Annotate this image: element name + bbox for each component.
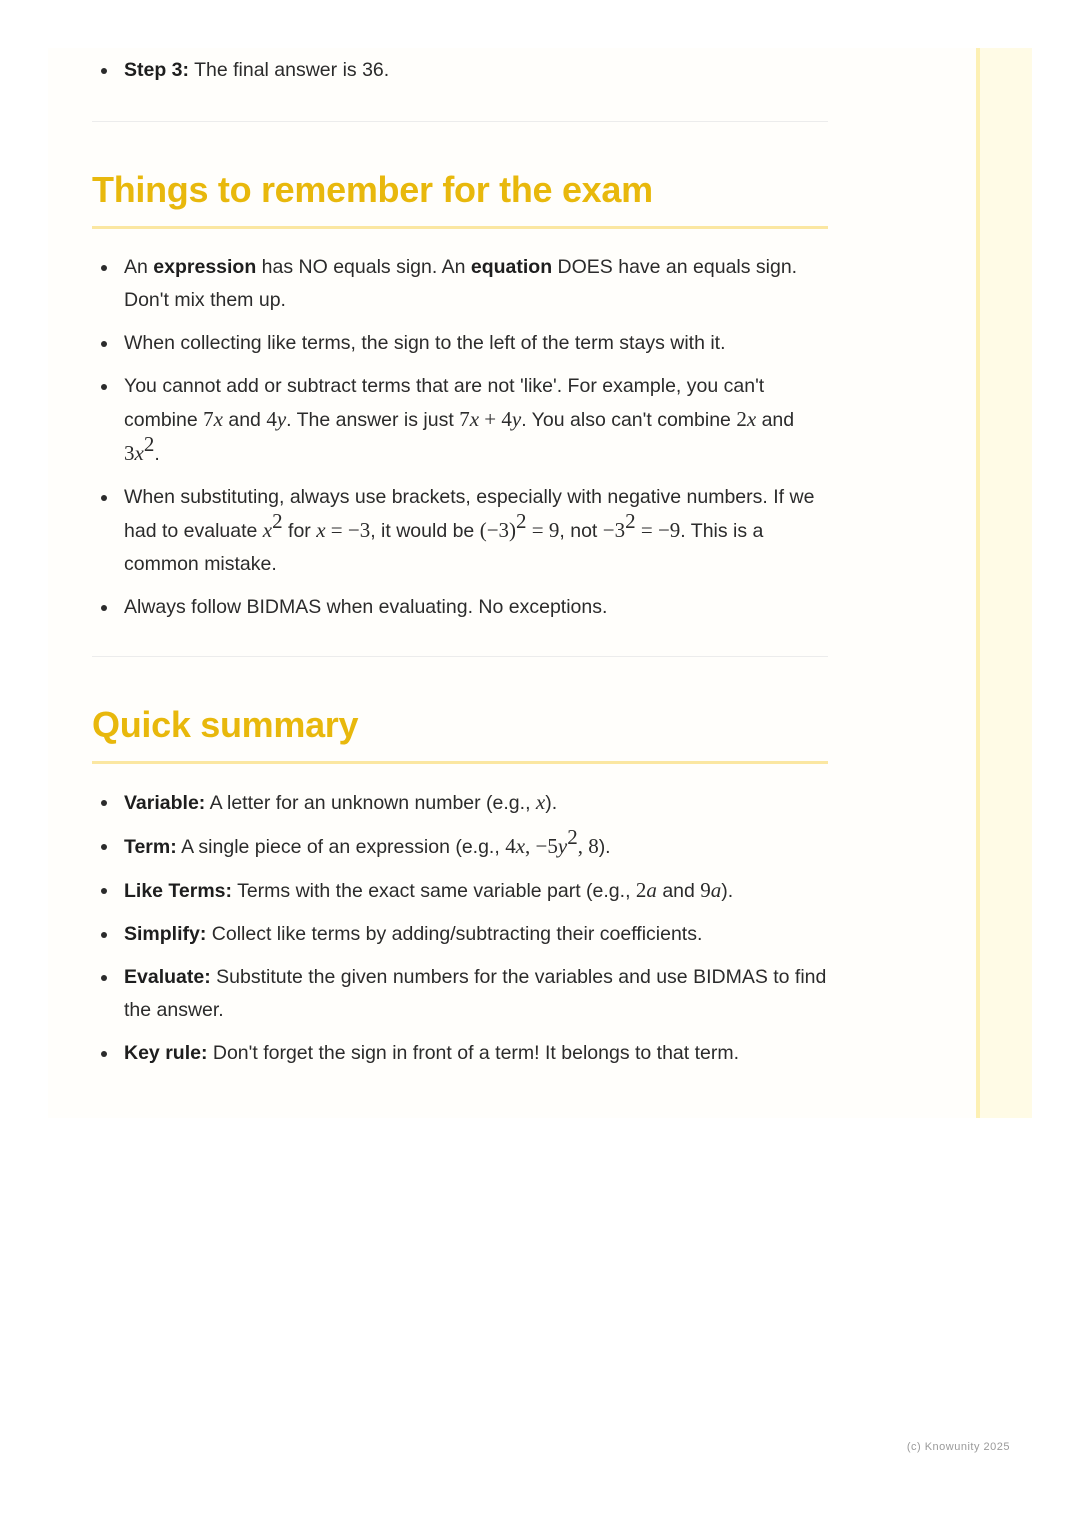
list-item: When collecting like terms, the sign to the left of the term stays with it. (92, 327, 828, 360)
step-list (92, 54, 828, 87)
list-item: Evaluate: Substitute the given numbers for the variables and use BIDMAS to find the answer. (92, 961, 828, 1027)
copyright-footer: (c) Knowunity 2025 (906, 1441, 1010, 1453)
list-item: Variable: A letter for an unknown number (e.g., x). (92, 786, 828, 820)
heading-rule (92, 226, 828, 229)
side-band (976, 48, 1032, 1118)
summary-list (92, 786, 828, 1070)
list-item: Like Terms: Terms with the exact same variable part (e.g., 2a and 9a). (92, 874, 828, 908)
list-item: Step 3: The final answer is 36. (92, 54, 828, 87)
section-heading-summary: Quick summary (92, 704, 359, 745)
list-item: An expression has NO equals sign. An equation DOES have an equals sign. Don't mix them up. (92, 251, 828, 317)
document-body (92, 48, 828, 1070)
list-item: You cannot add or subtract terms that are not 'like'. For example, you can't combine 7x and 4y. The answer is just 7x + 4y. You also can't combine 2x and $3x^2$. (92, 370, 828, 471)
list-item: Always follow BIDMAS when evaluating. No exceptions. (92, 591, 828, 624)
section-divider (92, 121, 828, 122)
list-item: Term: A single piece of an expression (e.g., 4x, $-5y^2$, 8). (92, 830, 828, 864)
list-item: When substituting, always use brackets, especially with negative numbers. If we had to evaluate $x^2$ for x = −3, it would be $(-3)^2 = 9$, not $-3^2 = -9$. This is a common mistake. (92, 481, 828, 581)
list-item: Key rule: Don't forget the sign in front of a term! It belongs to that term. (92, 1037, 828, 1070)
list-item: Simplify: Collect like terms by adding/subtracting their coefficients. (92, 918, 828, 951)
heading-rule (92, 761, 828, 764)
remember-list (92, 251, 828, 624)
section-divider (92, 656, 828, 657)
section-heading-remember: Things to remember for the exam (92, 169, 653, 210)
